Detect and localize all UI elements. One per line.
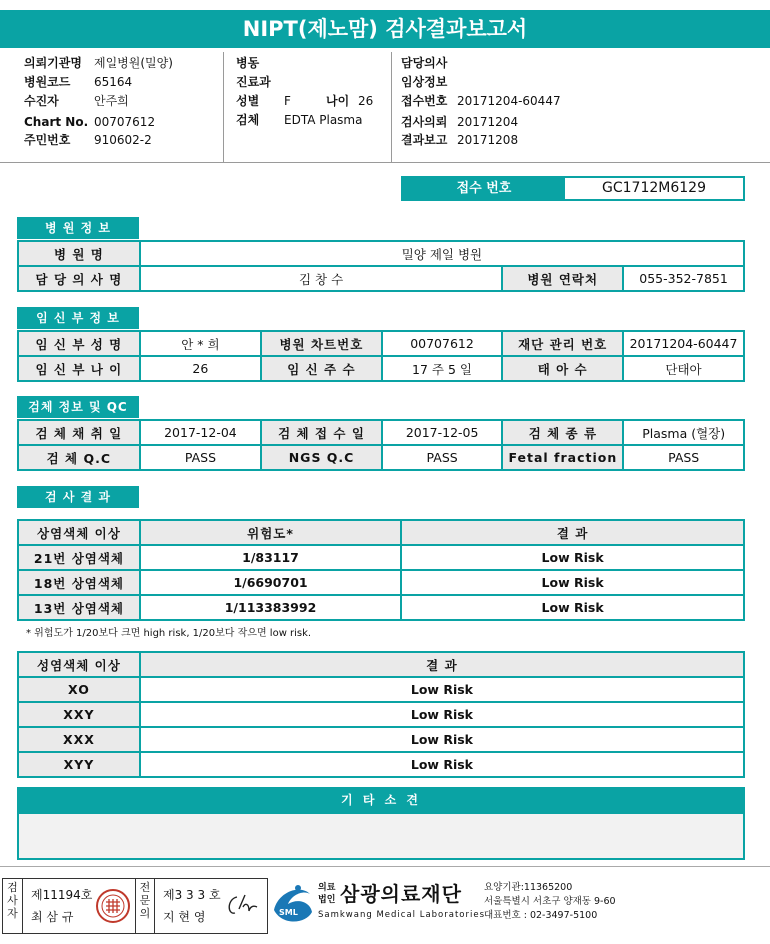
sex-name: XXX bbox=[18, 727, 140, 752]
receipt-label: 접수 번호 bbox=[403, 178, 565, 199]
doctor-value: 김 창 수 bbox=[140, 266, 502, 291]
patient-table bbox=[17, 330, 745, 382]
divider bbox=[0, 162, 770, 163]
signature-box bbox=[2, 878, 268, 934]
sex-header-result: 결 과 bbox=[140, 652, 744, 677]
specimen-type-label: 검 체 종 류 bbox=[502, 420, 623, 445]
specimen-table bbox=[17, 419, 745, 471]
autosome-result: Low Risk bbox=[401, 595, 744, 620]
header-field: 임상정보 bbox=[401, 75, 448, 89]
ngs-qc-label: NGS Q.C bbox=[261, 445, 382, 470]
table-row bbox=[18, 595, 744, 620]
sml-logo-icon bbox=[270, 880, 316, 926]
mgmt-number-value: 20171204-60447 bbox=[623, 331, 744, 356]
header-field: 병원코드 65164 bbox=[24, 75, 133, 89]
hospital-table bbox=[17, 240, 745, 292]
section-patient: 임 신 부 정 보 bbox=[17, 307, 139, 329]
header-field: 결과보고 20171208 bbox=[401, 133, 519, 147]
header-field: 진료과 bbox=[236, 75, 271, 89]
org-type: 의료 법인 bbox=[318, 883, 336, 905]
divider bbox=[391, 52, 392, 162]
header-field: 병동 bbox=[236, 56, 260, 70]
org-english-name: Samkwang Medical Laboratories bbox=[318, 910, 486, 920]
autosome-result: Low Risk bbox=[401, 545, 744, 570]
receive-date-value: 2017-12-05 bbox=[382, 420, 503, 445]
header-field: Chart No. 00707612 bbox=[24, 115, 156, 129]
mgmt-number-label: 재단 관리 번호 bbox=[502, 331, 623, 356]
sex-result: Low Risk bbox=[140, 727, 744, 752]
signature-icon bbox=[223, 889, 263, 923]
specialist-license: 제3 3 3 호 bbox=[163, 888, 221, 902]
gestation-weeks-value: 17 주 5 일 bbox=[382, 356, 503, 381]
org-name: 삼광의료재단 bbox=[340, 882, 462, 906]
gestation-weeks-label: 임 신 주 수 bbox=[261, 356, 382, 381]
header-info bbox=[0, 52, 770, 164]
risk-note: * 위험도가 1/20보다 크면 high risk, 1/20보다 작으면 low risk. bbox=[26, 628, 312, 639]
autosome-table bbox=[17, 519, 745, 621]
remarks-body bbox=[17, 814, 745, 860]
hospital-name-value: 밀양 제일 병원 bbox=[140, 241, 744, 266]
contact-value: 055-352-7851 bbox=[623, 266, 744, 291]
receipt-number-box bbox=[401, 176, 745, 201]
autosome-header-result: 결 과 bbox=[401, 520, 744, 545]
contact-label: 병원 연락처 bbox=[502, 266, 623, 291]
sex-chromosome-table bbox=[17, 651, 745, 778]
header-field: 수진자 안주희 bbox=[24, 94, 129, 108]
fetal-fraction-value: PASS bbox=[623, 445, 744, 470]
patient-age-label: 임 신 부 나 이 bbox=[18, 356, 140, 381]
tester-name: 최 삼 규 bbox=[31, 910, 74, 924]
org-code: 요양기관:11365200 bbox=[484, 882, 573, 893]
chart-number-label: 병원 차트번호 bbox=[261, 331, 382, 356]
table-row bbox=[18, 752, 744, 777]
table-row bbox=[18, 570, 744, 595]
receipt-value: GC1712M6129 bbox=[602, 180, 706, 196]
autosome-header-risk: 위험도* bbox=[140, 520, 401, 545]
org-address: 서울특별시 서초구 양재동 9-60 bbox=[484, 896, 616, 907]
hospital-name-label: 병 원 명 bbox=[18, 241, 140, 266]
autosome-name: 21번 상염색체 bbox=[18, 545, 140, 570]
autosome-name: 13번 상염색체 bbox=[18, 595, 140, 620]
sex-name: XXY bbox=[18, 702, 140, 727]
autosome-risk: 1/83117 bbox=[140, 545, 401, 570]
specimen-qc-value: PASS bbox=[140, 445, 262, 470]
footer-divider bbox=[0, 866, 770, 867]
section-specimen: 검체 정보 및 QC bbox=[17, 396, 139, 418]
section-results: 검 사 결 과 bbox=[17, 486, 139, 508]
specialist-name: 지 현 영 bbox=[163, 910, 206, 924]
collect-date-label: 검 체 채 취 일 bbox=[18, 420, 140, 445]
section-hospital: 병 원 정 보 bbox=[17, 217, 139, 239]
patient-name-value: 안 * 희 bbox=[140, 331, 261, 356]
header-field: 접수번호 20171204-60447 bbox=[401, 94, 561, 108]
divider bbox=[223, 52, 224, 162]
header-field: 검사의뢰 20171204 bbox=[401, 115, 519, 129]
report-title: NIPT(제노맘) 검사결과보고서 bbox=[0, 10, 770, 48]
collect-date-value: 2017-12-04 bbox=[140, 420, 262, 445]
specimen-type-value: Plasma (혈장) bbox=[623, 420, 744, 445]
patient-age-value: 26 bbox=[140, 356, 261, 381]
sex-name: XO bbox=[18, 677, 140, 702]
ngs-qc-value: PASS bbox=[382, 445, 503, 470]
official-seal-icon bbox=[95, 888, 131, 924]
fetus-count-value: 단태아 bbox=[623, 356, 744, 381]
header-field: 의뢰기관명 제일병원(밀양) bbox=[24, 56, 173, 70]
org-phone: 대표번호 : 02-3497-5100 bbox=[484, 910, 598, 921]
autosome-name: 18번 상염색체 bbox=[18, 570, 140, 595]
specimen-qc-label: 검 체 Q.C bbox=[18, 445, 140, 470]
autosome-result: Low Risk bbox=[401, 570, 744, 595]
organization-block bbox=[318, 878, 488, 934]
header-field: 성별 F 나이 26 bbox=[236, 94, 374, 108]
section-remarks: 기 타 소 견 bbox=[17, 787, 745, 814]
fetus-count-label: 태 아 수 bbox=[502, 356, 623, 381]
table-row bbox=[18, 545, 744, 570]
autosome-risk: 1/113383992 bbox=[140, 595, 401, 620]
chart-number-value: 00707612 bbox=[382, 331, 503, 356]
sex-result: Low Risk bbox=[140, 677, 744, 702]
sex-name: XYY bbox=[18, 752, 140, 777]
sex-header-name: 성염색체 이상 bbox=[18, 652, 140, 677]
receive-date-label: 검 체 접 수 일 bbox=[261, 420, 382, 445]
table-row bbox=[18, 677, 744, 702]
org-contact bbox=[484, 881, 616, 923]
table-row bbox=[18, 727, 744, 752]
header-field: 주민번호 910602-2 bbox=[24, 133, 152, 147]
header-field: 검체 EDTA Plasma bbox=[236, 113, 363, 127]
autosome-header-name: 상염색체 이상 bbox=[18, 520, 140, 545]
autosome-risk: 1/6690701 bbox=[140, 570, 401, 595]
doctor-label: 담 당 의 사 명 bbox=[18, 266, 140, 291]
tester-tag: 검사자 bbox=[3, 879, 23, 933]
sex-result: Low Risk bbox=[140, 702, 744, 727]
patient-name-label: 임 신 부 성 명 bbox=[18, 331, 140, 356]
tester-license: 제11194호 bbox=[31, 888, 93, 902]
sex-result: Low Risk bbox=[140, 752, 744, 777]
fetal-fraction-label: Fetal fraction bbox=[502, 445, 623, 470]
logo-text: SML bbox=[279, 908, 298, 917]
table-row bbox=[18, 702, 744, 727]
header-field: 담당의사 bbox=[401, 56, 448, 70]
specialist-tag: 전문의 bbox=[135, 879, 155, 933]
